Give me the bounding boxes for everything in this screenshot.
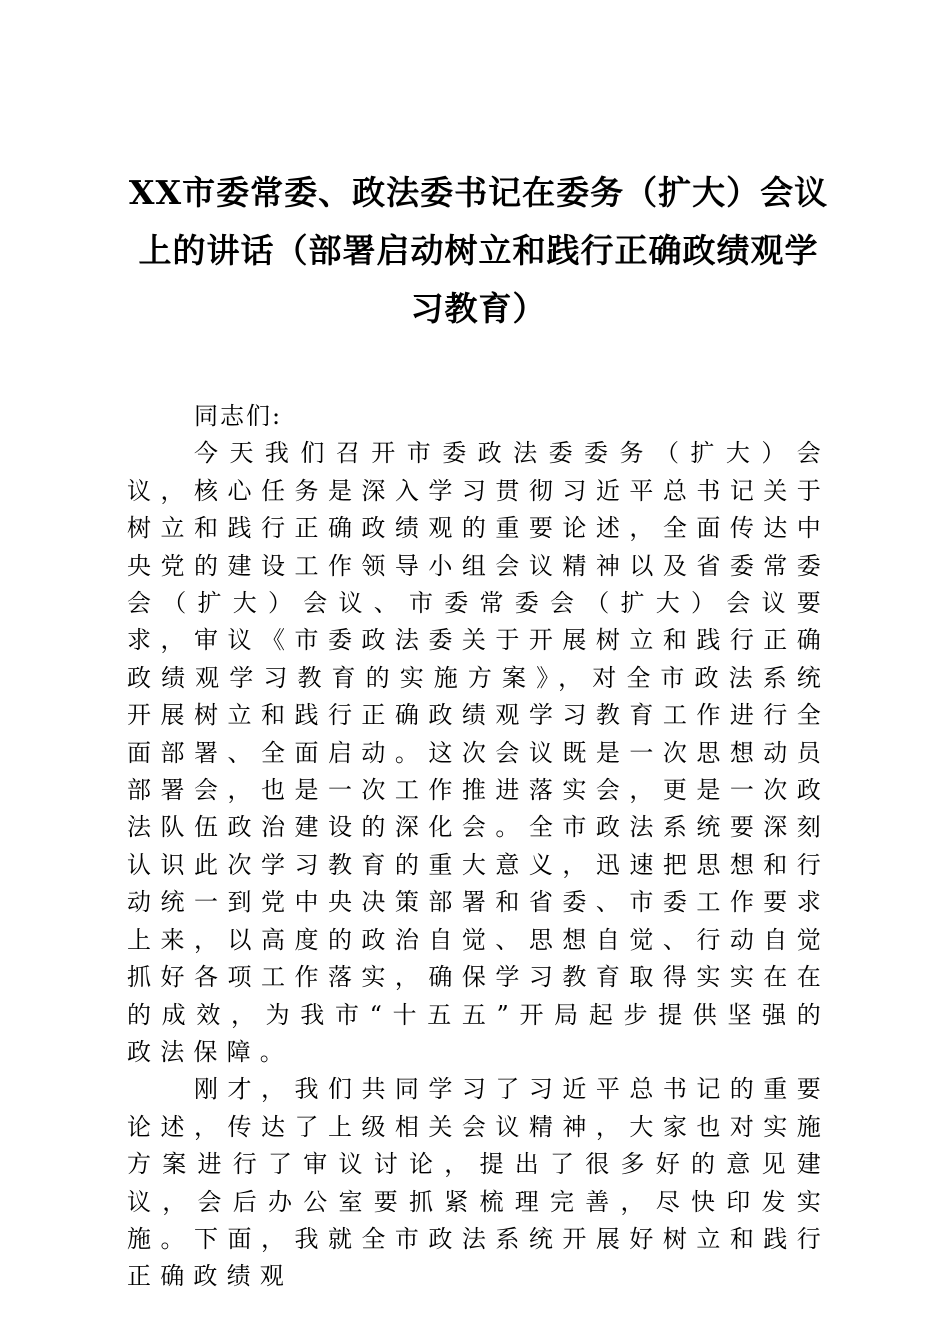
greeting: 同志们: [194, 402, 283, 430]
document-title: XX市委常委、政法委书记在委务（扩大）会议上的讲话（部署启动树立和践行正确政绩观学习教育） [128, 173, 829, 328]
paragraph-1: 今天我们召开市委政法委委务（扩大）会议，核心任务是深入学习贯彻习近平总书记关于树立和践行正确政绩观的重要论述，全面传达中央党的建设工作领导小组会议精神以及省委常委会（扩大）会议、市委常委会（扩大）会议要求，审议《市委政法委关于开展树立和践行正确政绩观学习教育的实施方案》，对全市政法系统开展树立和践行正确政绩观学习教育工作进行全面部署、全面启动。这次会议既是一次思想动员部署会，也是一次工作推进落实会，更是一次政法队伍政治建设的深化会。全市政法系统要深刻认识此次学习教育的重大意义，迅速把思想和行动统一到党中央决策部署和省委、市委工作要求上来，以高度的政治自觉、思想自觉、行动自觉抓好各项工作落实，确保学习教育取得实实在在的成效，为我市“十五五”开局起步提供坚强的政法保障。 [127, 439, 830, 1066]
document-body [127, 398, 830, 1296]
paragraph-2: 刚才，我们共同学习了习近平总书记的重要论述，传达了上级相关会议精神，大家也对实施方案进行了审议讨论，提出了很多好的意见建议，会后办公室要抓紧梳理完善，尽快印发实施。下面，我就全市政法系统开展好树立和践行正确政绩观 [127, 1075, 830, 1291]
